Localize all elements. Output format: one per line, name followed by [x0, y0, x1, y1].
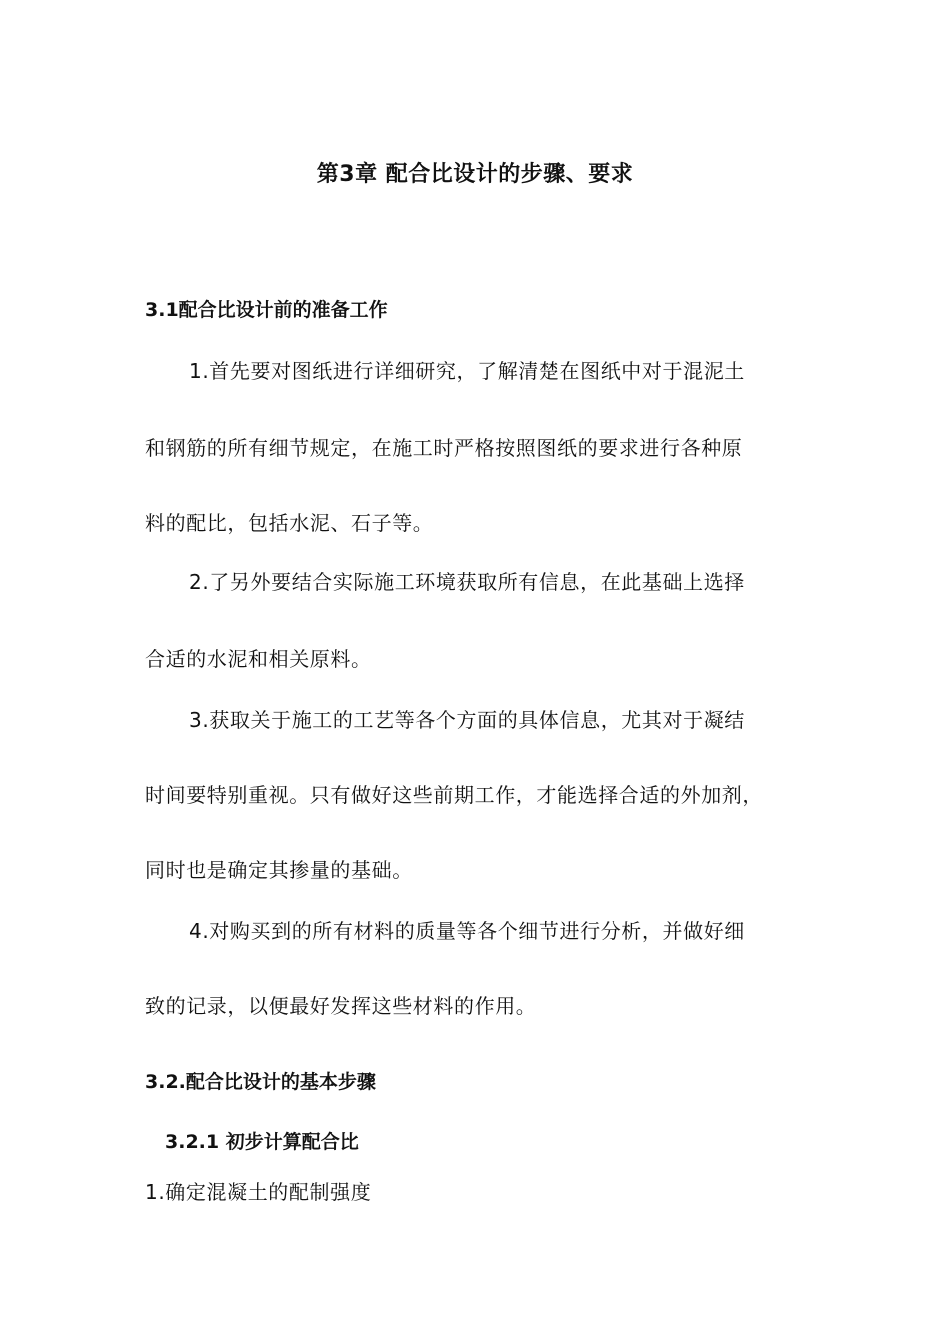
item-text: 确定混凝土的配制强度 [165, 1180, 372, 1204]
item-number: 1. [189, 359, 210, 383]
section-3-1-heading: 3.1配合比设计前的准备工作 [145, 299, 388, 321]
section-3-2-heading: 3.2.配合比设计的基本步骤 [145, 1071, 376, 1093]
paragraph-text: 获取关于施工的工艺等各个方面的具体信息，尤其对于凝结 [209, 708, 745, 732]
paragraph-4-line-1 [189, 915, 745, 944]
paragraph-2-line-2: 合适的水泥和相关原料。 [145, 647, 372, 671]
chapter-title: 第3章 配合比设计的步骤、要求 [316, 162, 634, 187]
paragraph-1-line-2: 和钢筋的所有细节规定，在施工时严格按照图纸的要求进行各种原 [145, 436, 743, 460]
item-number: 3. [189, 708, 210, 732]
paragraph-1-line-1 [189, 355, 745, 384]
paragraph-text: 首先要对图纸进行详细研究，了解清楚在图纸中对于混泥土 [209, 359, 745, 383]
paragraph-3-line-2: 时间要特别重视。只有做好这些前期工作，才能选择合适的外加剂， [145, 783, 763, 807]
paragraph-3-line-3: 同时也是确定其掺量的基础。 [145, 858, 413, 882]
paragraph-text: 对购买到的所有材料的质量等各个细节进行分析，并做好细 [209, 919, 745, 943]
paragraph-4-line-2: 致的记录，以便最好发挥这些材料的作用。 [145, 994, 537, 1018]
paragraph-1-line-3: 料的配比，包括水泥、石子等。 [145, 511, 434, 535]
item-number: 2. [189, 570, 210, 594]
section-3-2-1-heading: 3.2.1 初步计算配合比 [165, 1131, 359, 1153]
item-number: 4. [189, 919, 210, 943]
item-number: 1. [145, 1180, 166, 1204]
paragraph-text: 了另外要结合实际施工环境获取所有信息，在此基础上选择 [209, 570, 745, 594]
paragraph-2-line-1 [189, 566, 745, 595]
paragraph-3-line-1 [189, 704, 745, 733]
item-1-line [145, 1176, 371, 1205]
